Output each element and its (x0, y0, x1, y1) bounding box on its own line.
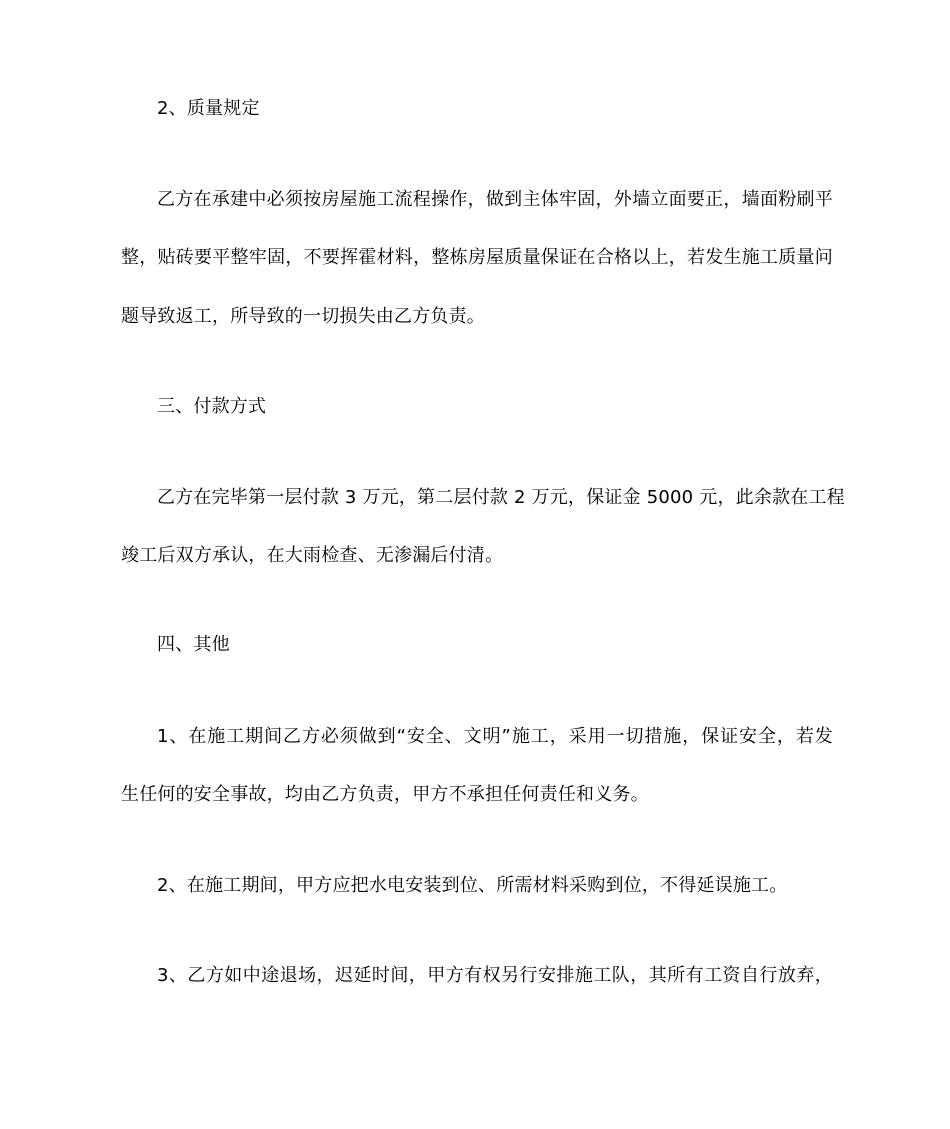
other-heading: 四、其他 (157, 634, 230, 655)
payment-paragraph-line-1: 乙方在完毕第一层付款 3 万元，第二层付款 2 万元，保证金 5000 元，此余款在工程 (157, 487, 845, 508)
payment-paragraph-line-2: 竣工后双方承认，在大雨检查、无渗漏后付清。 (121, 545, 504, 566)
quality-paragraph-line-3: 题导致返工，所导致的一切损失由乙方负责。 (121, 306, 485, 327)
quality-paragraph-line-1: 乙方在承建中必须按房屋施工流程操作，做到主体牢固，外墙立面要正，墙面粉刷平 (157, 189, 833, 210)
payment-heading: 三、付款方式 (157, 396, 267, 417)
other-item-1-line-2: 生任何的安全事故，均由乙方负责，甲方不承担任何责任和义务。 (121, 784, 649, 805)
other-item-2: 2、在施工期间，甲方应把水电安装到位、所需材料采购到位，不得延误施工。 (157, 875, 788, 896)
quality-heading: 2、质量规定 (157, 98, 260, 119)
other-item-3-line-1: 3、乙方如中途退场，迟延时间，甲方有权另行安排施工队，其所有工资自行放弃， (157, 965, 833, 986)
other-item-1-line-1: 1、在施工期间乙方必须做到“安全、文明”施工，采用一切措施，保证安全，若发 (157, 726, 833, 747)
quality-paragraph-line-2: 整，贴砖要平整牢固，不要挥霍材料，整栋房屋质量保证在合格以上，若发生施工质量问 (121, 247, 833, 268)
